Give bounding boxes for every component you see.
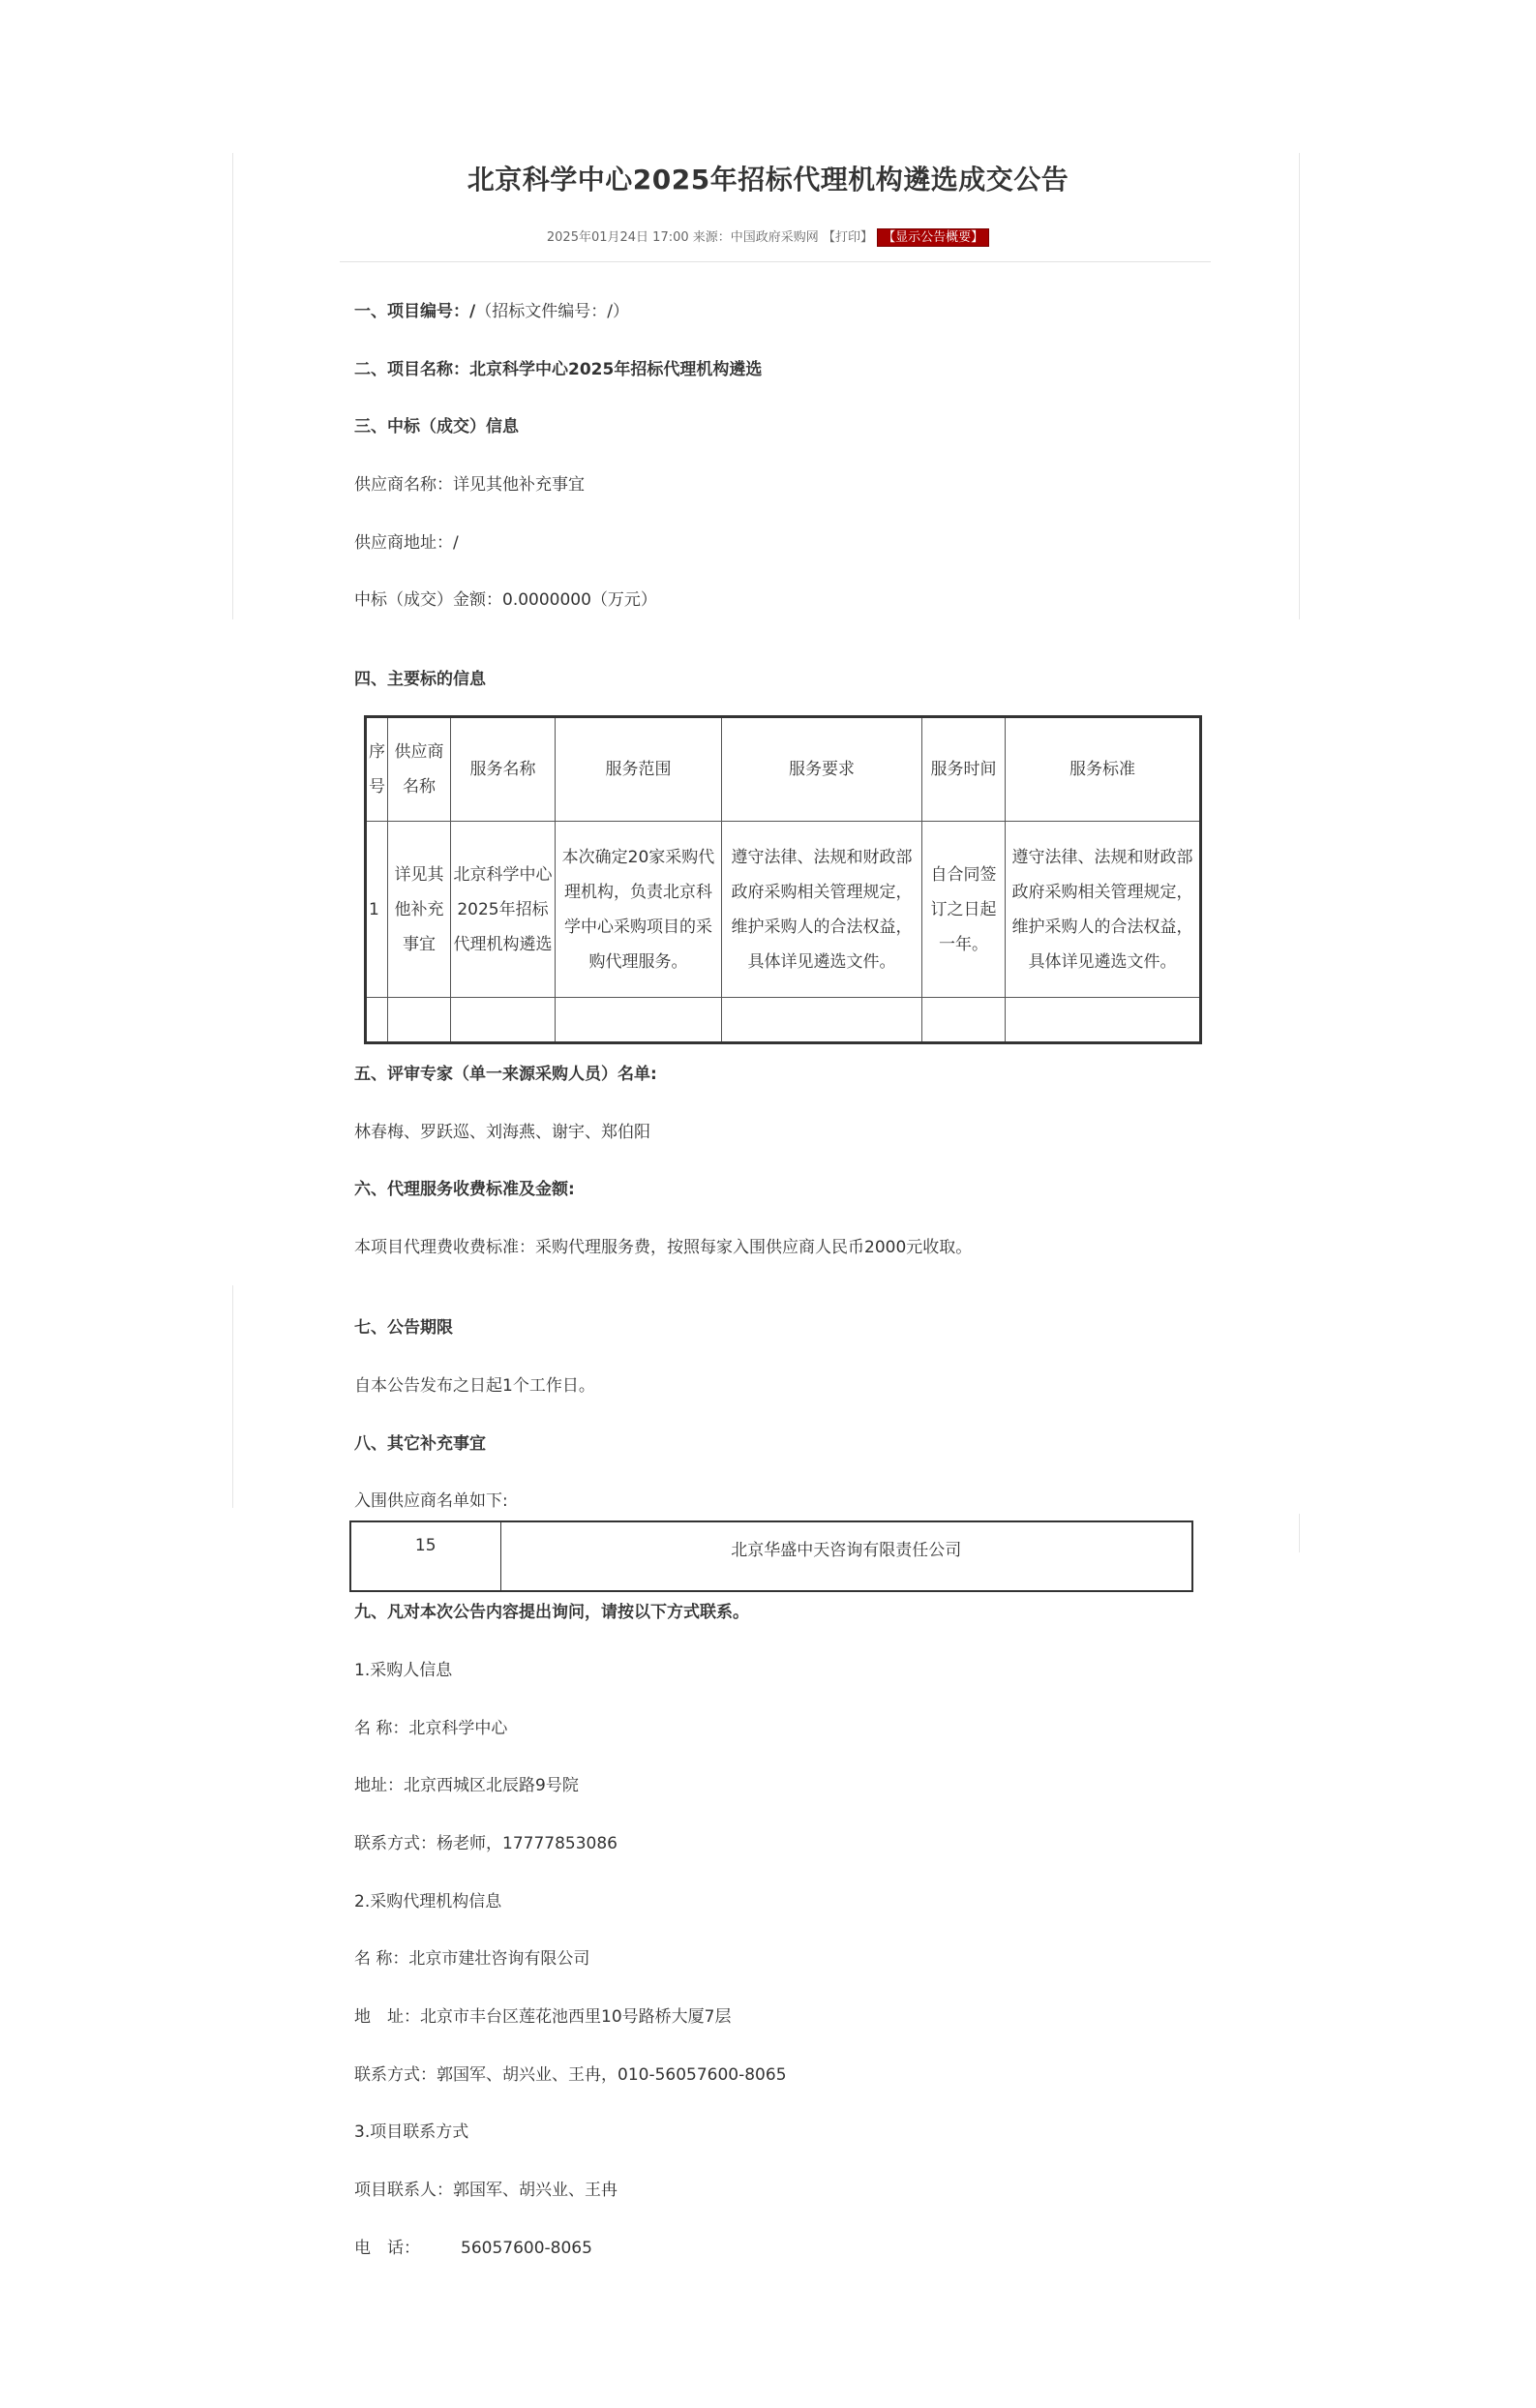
header-cell: 服务要求 (722, 717, 922, 822)
table-header-row (366, 717, 1201, 822)
shortlist-number: 15 (350, 1521, 500, 1591)
section-7-heading: 七、公告期限 (354, 1318, 453, 1338)
summary-button[interactable]: 【显示公告概要】 (877, 228, 989, 247)
table-empty-row (366, 998, 1201, 1043)
page-title: 北京科学中心2025年招标代理机构遴选成交公告 (467, 164, 1069, 196)
meta-bar (0, 226, 1536, 245)
agency-address: 地 址：北京市丰台区莲花池西里10号路桥大厦7层 (354, 2007, 732, 2027)
agency-name: 名 称：北京市建壮咨询有限公司 (354, 1949, 590, 1969)
section-3-heading: 三、中标（成交）信息 (354, 417, 519, 436)
header-cell: 服务标准 (1006, 717, 1201, 822)
phone-label: 电 话： (354, 2239, 420, 2258)
purchaser-info-heading: 1.采购人信息 (354, 1661, 453, 1680)
frame-line-left-mid (232, 1285, 233, 1508)
shortlist-supplier: 北京华盛中天咨询有限责任公司 (500, 1521, 1192, 1591)
supplier-name: 供应商名称：详见其他补充事宜 (354, 475, 585, 495)
project-number-heading: 一、项目编号：/ (354, 302, 476, 321)
section-4-heading: 四、主要标的信息 (354, 670, 486, 689)
table-row (350, 1521, 1192, 1591)
award-amount: 中标（成交）金额：0.0000000（万元） (354, 590, 657, 610)
title-divider (340, 261, 1211, 262)
publish-datetime: 2025年01月24日 17:00 (546, 230, 689, 245)
header-cell: 供应商名称 (388, 717, 451, 822)
purchaser-address: 地址：北京西城区北辰路9号院 (354, 1776, 579, 1795)
project-contact-heading: 3.项目联系方式 (354, 2122, 469, 2142)
purchaser-contact: 联系方式：杨老师，17777853086 (354, 1834, 617, 1853)
row-cell: 自合同签订之日起一年。 (922, 822, 1006, 998)
project-phone-line (354, 2234, 592, 2258)
phone-number: 56057600-8065 (461, 2239, 592, 2258)
expert-list: 林春梅、罗跃巡、刘海燕、谢宇、郑伯阳 (354, 1123, 650, 1142)
header-cell: 服务名称 (451, 717, 556, 822)
notice-period: 自本公告发布之日起1个工作日。 (354, 1376, 595, 1396)
row-cell: 遵守法律、法规和财政部政府采购相关管理规定，维护采购人的合法权益，具体详见遴选文件。 (1006, 822, 1201, 998)
section-2-heading: 二、项目名称：北京科学中心2025年招标代理机构遴选 (354, 360, 763, 379)
supplier-address: 供应商地址：/ (354, 533, 459, 553)
row-cell: 本次确定20家采购代理机构，负责北京科学中心采购项目的采购代理服务。 (556, 822, 722, 998)
table-row (366, 822, 1201, 998)
section-9-heading: 九、凡对本次公告内容提出询问，请按以下方式联系。 (354, 1603, 749, 1622)
row-cell: 北京科学中心2025年招标代理机构遴选 (451, 822, 556, 998)
agency-contact: 联系方式：郭国军、胡兴业、王冉，010-56057600-8065 (354, 2065, 787, 2085)
frame-line-left-top (232, 153, 233, 619)
project-contact-person: 项目联系人：郭国军、胡兴业、王冉 (354, 2181, 617, 2200)
tender-doc-number: （招标文件编号：/） (475, 302, 629, 321)
section-6-heading: 六、代理服务收费标准及金额: (354, 1180, 575, 1199)
fee-standard: 本项目代理费收费标准：采购代理服务费，按照每家入围供应商人民币2000元收取。 (354, 1238, 973, 1257)
source-text: 来源：中国政府采购网 (692, 230, 819, 245)
row-cell: 遵守法律、法规和财政部政府采购相关管理规定，维护采购人的合法权益，具体详见遴选文件。 (722, 822, 922, 998)
section-8-heading: 八、其它补充事宜 (354, 1434, 486, 1454)
section-5-heading: 五、评审专家（单一来源采购人员）名单: (354, 1065, 657, 1084)
shortlist-table (349, 1520, 1193, 1592)
header-cell: 服务范围 (556, 717, 722, 822)
header-cell: 服务时间 (922, 717, 1006, 822)
purchaser-name: 名 称：北京科学中心 (354, 1719, 508, 1738)
row-cell: 1 (366, 822, 388, 998)
main-subject-table (364, 715, 1202, 1044)
header-cell: 序号 (366, 717, 388, 822)
frame-line-right-mid (1299, 1514, 1300, 1552)
shortlist-intro: 入围供应商名单如下: (354, 1491, 508, 1511)
section-1 (354, 297, 629, 321)
agency-info-heading: 2.采购代理机构信息 (354, 1892, 502, 1911)
frame-line-right-top (1299, 153, 1300, 619)
print-link[interactable]: 【打印】 (822, 230, 873, 245)
row-cell: 详见其他补充事宜 (388, 822, 451, 998)
